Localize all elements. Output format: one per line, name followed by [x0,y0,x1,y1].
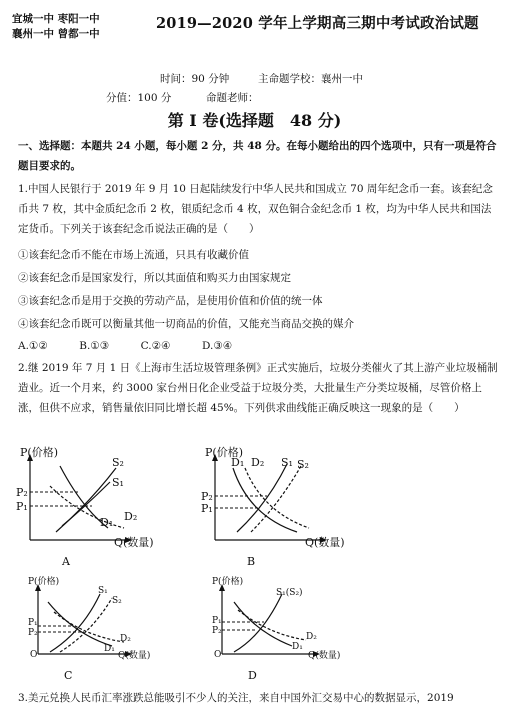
graph-a-tag: A [62,555,70,568]
volume-title: 第 I 卷(选择题 48 分) [167,111,342,130]
schools-line-1: 宜城一中 枣阳一中 [12,13,100,25]
graph-c-label-s2: S₂ [112,596,122,606]
graph-b-label-p1: P₁ [201,502,213,515]
host-school: 主命题学校：襄州一中 [258,73,363,85]
graph-a-label-p1: P₁ [16,500,28,513]
graph-a-label-d1: D₁ [100,516,114,529]
graph-a-label-s2: S₂ [112,456,124,469]
graph-a-x-axis: Q(数量) [114,536,154,549]
graph-b-label-s1: S₁ [281,456,293,469]
graph-b-y-axis: P(价格) [205,446,243,459]
graph-d-tag: D [248,669,257,682]
schools-line-2: 襄州一中 曾都一中 [12,28,100,40]
graph-c-x-axis: Q(数量) [118,651,151,661]
graph-c-label-d2: D₂ [120,634,131,644]
graph-c-label-s1: S₁ [98,586,108,596]
graph-c-origin: O [30,650,38,660]
graph-a-y-axis: P(价格) [20,446,58,459]
graph-a-label-d2: D₂ [124,510,138,523]
graph-b-label-d2: D₂ [251,456,265,469]
question-1-option-4: ④该套纪念币既可以衡量其他一切商品的价值，又能充当商品交换的媒介 [18,318,354,330]
question-1-stem: 1.中国人民银行于 2019 年 9 月 10 日起陆续发行中华人民共和国成立 70 周年纪念币一套。该套纪念币共 7 枚，其中金质纪念币 2 枚，银质纪念币 4 枚，双色铜合金纪念币 1 枚，均为中华人民共和国法定货币。下列关于该套纪念币说法正确的是（ ） [18,183,493,235]
graph-d-label-d1: D₁ [292,642,303,652]
graph-c-y-axis: P(价格) [28,577,60,587]
graph-b-label-d1: D₁ [231,456,245,469]
graph-b-x-axis: Q(数量) [305,536,345,549]
graph-d-label-s1s2: S₁(S₂) [276,588,303,598]
graph-d-x-axis: Q(数量) [308,651,341,661]
question-3-stem: 3.美元兑换人民币汇率涨跌总能吸引不少人的关注，来自中国外汇交易中心的数据显示，2019 [18,692,454,704]
question-1-option-3: ③该套纪念币是用于交换的劳动产品，是使用价值和价值的统一体 [18,295,323,307]
graph-d-label-p1: P₁ [212,616,222,626]
graph-b [201,446,355,568]
question-1-answers: A.①② B.①③ C.②④ D.③④ [18,340,233,352]
graph-b-tag: B [247,555,256,568]
graph-a [16,446,170,568]
graph-d-label-p2: P₂ [212,626,222,636]
graph-d-y-axis: P(价格) [212,577,244,587]
graph-d-origin: O [214,650,222,660]
question-1-option-2: ②该套纪念币是国家发行，所以其面值和购买力由国家规定 [18,272,291,284]
section-instructions: 一、选择题：本题共 24 小题，每小题 2 分，共 48 分。在每小题给出的四个选项中，只有一项是符合题目要求的。 [18,140,497,172]
graph-c-label-p1: P₁ [28,618,38,628]
school-list [12,12,100,42]
exam-score: 分值：100 分 [106,92,172,104]
question-2-stem: 2.继 2019 年 7 月 1 日《上海市生活垃圾管理条例》正式实施后，垃圾分类催火了其上游产业垃圾桶制造业。近一个月来，约 3000 家台州日化企业受益于垃圾分类，大批量生产分类垃圾桶，尽管价格上涨，但供不应求，销售量依旧同比增长超 45%。下列供求曲线能正确反映这一现象的是（ ） [18,362,498,414]
graph-a-label-p2: P₂ [16,486,28,499]
graph-b-label-s2: S₂ [297,458,309,471]
exam-author: 命题老师： [206,92,259,104]
graph-c [28,576,178,691]
graph-a-lines [20,446,170,546]
graph-d-label-d2: D₂ [306,632,317,642]
question-1-option-1: ①该套纪念币不能在市场上流通，只具有收藏价值 [18,249,249,261]
graph-a-label-s1: S₁ [112,476,124,489]
graph-c-label-d1: D₁ [104,644,115,654]
graph-c-tag: C [64,669,73,682]
exam-time: 时间：90 分钟 [160,73,230,85]
graph-b-label-p2: P₂ [201,490,213,503]
graph-b-lines [205,446,355,546]
exam-title: 2019—2020 学年上学期高三期中考试政治试题 [156,15,479,32]
graph-d [212,576,372,691]
graph-c-label-p2: P₂ [28,628,38,638]
